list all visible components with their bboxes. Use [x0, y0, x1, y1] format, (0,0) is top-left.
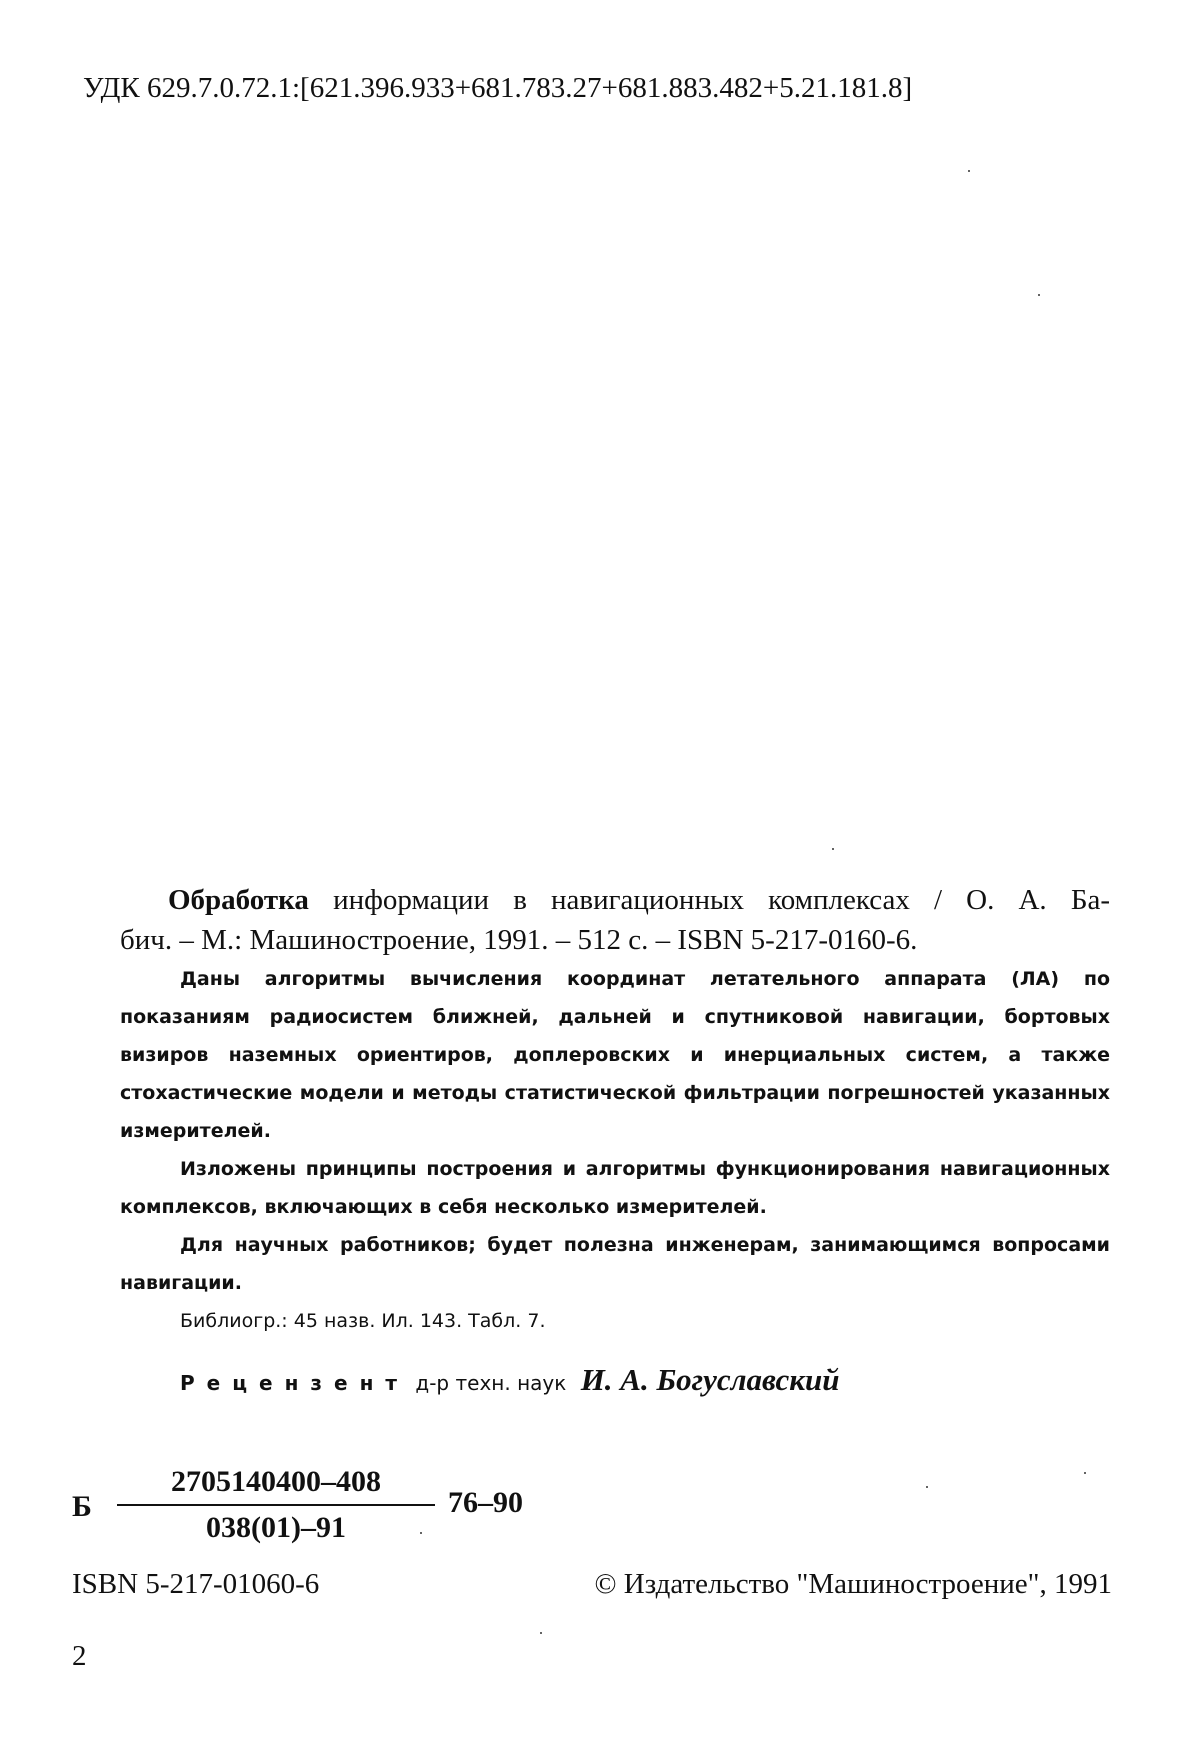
fraction-bar [117, 1504, 435, 1506]
abstract-paragraph: Изложены принципы построения и алгоритмы функционирования навигационных комплексов, включающих в себя несколько измерителей. [120, 1158, 1110, 1218]
abstract [120, 960, 1110, 1340]
scan-speck [832, 848, 834, 850]
abstract-paragraph: Даны алгоритмы вычисления координат летательного аппарата (ЛА) по показаниям радиосистем ближней, дальней и спутниковой навигации, бортовых визиров наземных ориентиров, доплеровских и инерциальных систем, а также стохастические модели и методы статистической фильтрации погрешностей указанных измерителей. [120, 968, 1110, 1142]
reviewer-label: Рецензент [180, 1371, 410, 1395]
citation-line-2: бич. – М.: Машиностроение, 1991. – 512 с. – ISBN 5-217-0160-6. [120, 924, 918, 956]
abstract-paragraph: Для научных работников; будет полезна инженерам, занимающимся вопросами навигации. [120, 1234, 1110, 1294]
scan-speck [926, 1486, 928, 1488]
citation-title-rest: информации в навигационных комплексах / О. А. Ба- [333, 884, 1111, 916]
index-fraction [117, 1462, 435, 1548]
index-suffix: 76–90 [448, 1486, 523, 1519]
index-denominator: 038(01)–91 [206, 1511, 346, 1544]
udk-classification: УДК 629.7.0.72.1:[621.396.933+681.783.27+681.883.482+5.21.181.8] [83, 72, 913, 104]
bibliography-note: Библиогр.: 45 назв. Ил. 143. Табл. 7. [180, 1310, 546, 1332]
isbn: ISBN 5-217-01060-6 [72, 1568, 320, 1600]
reviewer-degree: д-р техн. наук [415, 1371, 567, 1395]
citation-title-bold: Обработка [168, 884, 309, 916]
scan-speck [1084, 1472, 1086, 1474]
scan-speck [540, 1632, 542, 1634]
scan-speck [968, 170, 970, 172]
copyright-notice: © Издательство "Машиностроение", 1991 [594, 1568, 1112, 1600]
index-letter: Б [72, 1490, 92, 1523]
reviewer-line [180, 1362, 839, 1398]
index-numerator: 2705140400–408 [171, 1465, 381, 1498]
page-number: 2 [72, 1640, 87, 1672]
reviewer-name: И. А. Богуславский [580, 1362, 840, 1397]
scan-speck [1038, 294, 1040, 296]
bibliographic-citation [120, 880, 1110, 960]
citation-line-1 [120, 880, 1110, 920]
